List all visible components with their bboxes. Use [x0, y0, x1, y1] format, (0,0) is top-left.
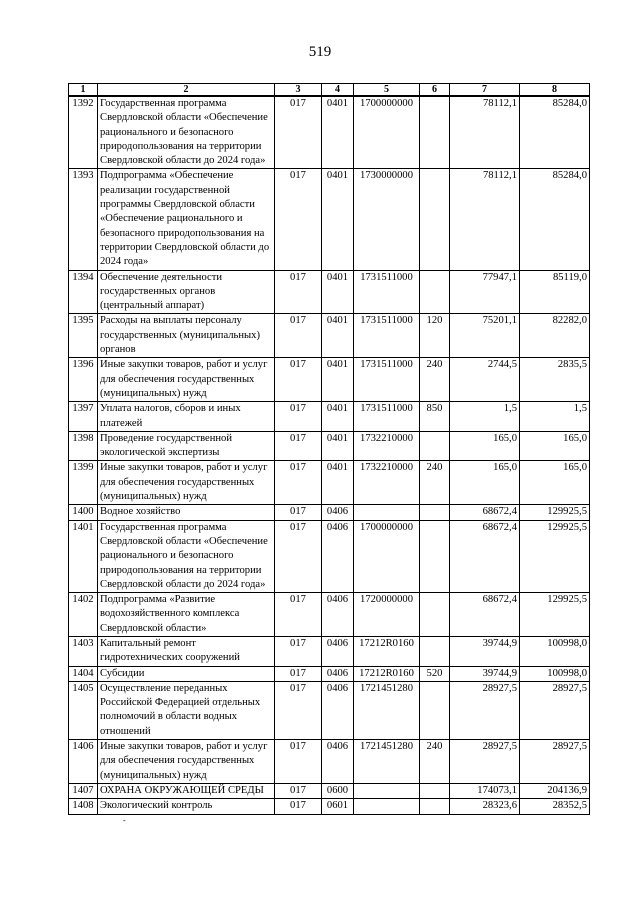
row-number: 1392 — [69, 96, 98, 169]
amount-year-1: 165,0 — [450, 461, 520, 505]
column-header: 3 — [275, 84, 322, 97]
amount-year-2: 165,0 — [520, 431, 590, 461]
code-admin: 017 — [275, 169, 322, 270]
row-number: 1394 — [69, 270, 98, 314]
code-target — [354, 799, 420, 814]
amount-year-2: 129925,5 — [520, 520, 590, 592]
row-number: 1404 — [69, 666, 98, 681]
code-admin: 017 — [275, 799, 322, 814]
row-name: Осуществление переданных Российской Федерацией отдельных полномочий в области водных отношений — [98, 681, 275, 739]
amount-year-1: 68672,4 — [450, 505, 520, 520]
amount-year-1: 39744,9 — [450, 666, 520, 681]
amount-year-1: 78112,1 — [450, 169, 520, 270]
code-target: 17212R0160 — [354, 666, 420, 681]
code-target: 17212R0160 — [354, 636, 420, 666]
row-name: Подпрограмма «Обеспечение реализации государственной программы Свердловской области «Обеспечение рационального и безопасного природопользования на территории Свердловской области до 2024 года» — [98, 169, 275, 270]
code-expense-type — [420, 505, 450, 520]
code-expense-type — [420, 636, 450, 666]
amount-year-2: 85284,0 — [520, 96, 590, 169]
code-expense-type — [420, 593, 450, 637]
amount-year-2: 2835,5 — [520, 358, 590, 402]
amount-year-1: 1,5 — [450, 402, 520, 432]
table-row — [69, 431, 590, 461]
code-target: 1721451280 — [354, 681, 420, 739]
column-header: 2 — [98, 84, 275, 97]
amount-year-1: 28927,5 — [450, 681, 520, 739]
table-row — [69, 593, 590, 637]
code-section: 0406 — [322, 666, 354, 681]
amount-year-2: 85284,0 — [520, 169, 590, 270]
code-admin: 017 — [275, 593, 322, 637]
code-admin: 017 — [275, 740, 322, 784]
row-number: 1408 — [69, 799, 98, 814]
row-name: Капитальный ремонт гидротехнических сооружений — [98, 636, 275, 666]
row-name: Уплата налогов, сборов и иных платежей — [98, 402, 275, 432]
code-admin: 017 — [275, 636, 322, 666]
code-expense-type: 120 — [420, 314, 450, 358]
code-target: 1700000000 — [354, 96, 420, 169]
row-number: 1402 — [69, 593, 98, 637]
code-section: 0401 — [322, 431, 354, 461]
code-target — [354, 783, 420, 798]
row-name: ОХРАНА ОКРУЖАЮЩЕЙ СРЕДЫ — [98, 783, 275, 798]
code-section: 0406 — [322, 505, 354, 520]
amount-year-2: 82282,0 — [520, 314, 590, 358]
code-admin: 017 — [275, 681, 322, 739]
code-section: 0401 — [322, 402, 354, 432]
code-target: 1731511000 — [354, 270, 420, 314]
amount-year-2: 28927,5 — [520, 740, 590, 784]
table-row — [69, 740, 590, 784]
amount-year-1: 68672,4 — [450, 593, 520, 637]
code-admin: 017 — [275, 358, 322, 402]
row-name: Подпрограмма «Развитие водохозяйственного комплекса Свердловской области» — [98, 593, 275, 637]
row-number: 1399 — [69, 461, 98, 505]
column-header: 8 — [520, 84, 590, 97]
column-header: 5 — [354, 84, 420, 97]
code-section: 0406 — [322, 740, 354, 784]
row-name: Проведение государственной экологической экспертизы — [98, 431, 275, 461]
row-number: 1400 — [69, 505, 98, 520]
code-expense-type: 520 — [420, 666, 450, 681]
code-expense-type: 240 — [420, 358, 450, 402]
column-header: 7 — [450, 84, 520, 97]
table-row — [69, 783, 590, 798]
amount-year-2: 100998,0 — [520, 666, 590, 681]
row-number: 1396 — [69, 358, 98, 402]
code-admin: 017 — [275, 270, 322, 314]
code-target: 1721451280 — [354, 740, 420, 784]
row-name: Государственная программа Свердловской области «Обеспечение рационального и безопасного природопользования на территории Свердловской области до 2024 года» — [98, 96, 275, 169]
code-section: 0401 — [322, 358, 354, 402]
code-section: 0600 — [322, 783, 354, 798]
code-target: 1700000000 — [354, 520, 420, 592]
code-section: 0401 — [322, 96, 354, 169]
footer-mark: - — [123, 816, 126, 825]
amount-year-2: 129925,5 — [520, 593, 590, 637]
row-name: Обеспечение деятельности государственных органов (центральный аппарат) — [98, 270, 275, 314]
code-section: 0401 — [322, 314, 354, 358]
code-target: 1732210000 — [354, 461, 420, 505]
row-name: Экологический контроль — [98, 799, 275, 814]
amount-year-2: 28927,5 — [520, 681, 590, 739]
code-expense-type: 850 — [420, 402, 450, 432]
column-header: 6 — [420, 84, 450, 97]
code-section: 0401 — [322, 270, 354, 314]
code-expense-type — [420, 681, 450, 739]
row-name: Государственная программа Свердловской области «Обеспечение рационального и безопасного природопользования на территории Свердловской области до 2024 года» — [98, 520, 275, 592]
amount-year-2: 28352,5 — [520, 799, 590, 814]
code-admin: 017 — [275, 96, 322, 169]
code-admin: 017 — [275, 431, 322, 461]
row-name: Иные закупки товаров, работ и услуг для обеспечения государственных (муниципальных) нужд — [98, 461, 275, 505]
row-number: 1393 — [69, 169, 98, 270]
code-admin: 017 — [275, 314, 322, 358]
table-row — [69, 402, 590, 432]
code-target: 1731511000 — [354, 402, 420, 432]
row-number: 1405 — [69, 681, 98, 739]
amount-year-1: 165,0 — [450, 431, 520, 461]
table-row — [69, 636, 590, 666]
row-name: Водное хозяйство — [98, 505, 275, 520]
code-target: 1732210000 — [354, 431, 420, 461]
code-expense-type — [420, 783, 450, 798]
amount-year-2: 100998,0 — [520, 636, 590, 666]
code-target: 1720000000 — [354, 593, 420, 637]
code-section: 0406 — [322, 593, 354, 637]
code-expense-type: 240 — [420, 740, 450, 784]
row-number: 1398 — [69, 431, 98, 461]
row-name: Иные закупки товаров, работ и услуг для обеспечения государственных (муниципальных) нужд — [98, 740, 275, 784]
page-number: 519 — [308, 44, 332, 60]
amount-year-2: 165,0 — [520, 461, 590, 505]
amount-year-2: 1,5 — [520, 402, 590, 432]
row-name: Иные закупки товаров, работ и услуг для обеспечения государственных (муниципальных) нужд — [98, 358, 275, 402]
table-row — [69, 666, 590, 681]
table-header-row — [69, 84, 590, 97]
code-admin: 017 — [275, 461, 322, 505]
code-admin: 017 — [275, 520, 322, 592]
row-number: 1407 — [69, 783, 98, 798]
amount-year-1: 2744,5 — [450, 358, 520, 402]
code-section: 0601 — [322, 799, 354, 814]
table-row — [69, 520, 590, 592]
code-expense-type — [420, 431, 450, 461]
amount-year-1: 39744,9 — [450, 636, 520, 666]
amount-year-1: 68672,4 — [450, 520, 520, 592]
code-expense-type — [420, 520, 450, 592]
code-section: 0406 — [322, 520, 354, 592]
code-expense-type — [420, 270, 450, 314]
code-expense-type — [420, 169, 450, 270]
code-target — [354, 505, 420, 520]
code-expense-type — [420, 799, 450, 814]
code-admin: 017 — [275, 402, 322, 432]
table-body — [69, 96, 590, 814]
table-row — [69, 505, 590, 520]
amount-year-1: 28927,5 — [450, 740, 520, 784]
amount-year-1: 174073,1 — [450, 783, 520, 798]
table-row — [69, 314, 590, 358]
code-admin: 017 — [275, 666, 322, 681]
table-row — [69, 358, 590, 402]
code-section: 0401 — [322, 461, 354, 505]
column-header: 1 — [69, 84, 98, 97]
code-expense-type: 240 — [420, 461, 450, 505]
table-row — [69, 461, 590, 505]
row-name: Субсидии — [98, 666, 275, 681]
code-section: 0406 — [322, 681, 354, 739]
amount-year-2: 85119,0 — [520, 270, 590, 314]
code-admin: 017 — [275, 505, 322, 520]
amount-year-1: 28323,6 — [450, 799, 520, 814]
amount-year-2: 129925,5 — [520, 505, 590, 520]
row-number: 1403 — [69, 636, 98, 666]
budget-table — [68, 83, 590, 815]
table-row — [69, 681, 590, 739]
code-target: 1731511000 — [354, 314, 420, 358]
amount-year-1: 77947,1 — [450, 270, 520, 314]
code-section: 0401 — [322, 169, 354, 270]
table-row — [69, 169, 590, 270]
amount-year-1: 75201,1 — [450, 314, 520, 358]
row-number: 1401 — [69, 520, 98, 592]
table-row — [69, 96, 590, 169]
column-header: 4 — [322, 84, 354, 97]
code-expense-type — [420, 96, 450, 169]
row-number: 1397 — [69, 402, 98, 432]
row-name: Расходы на выплаты персоналу государственных (муниципальных) органов — [98, 314, 275, 358]
row-number: 1406 — [69, 740, 98, 784]
code-target: 1730000000 — [354, 169, 420, 270]
table-row — [69, 270, 590, 314]
code-target: 1731511000 — [354, 358, 420, 402]
amount-year-2: 204136,9 — [520, 783, 590, 798]
row-number: 1395 — [69, 314, 98, 358]
amount-year-1: 78112,1 — [450, 96, 520, 169]
table-row — [69, 799, 590, 814]
code-section: 0406 — [322, 636, 354, 666]
code-admin: 017 — [275, 783, 322, 798]
